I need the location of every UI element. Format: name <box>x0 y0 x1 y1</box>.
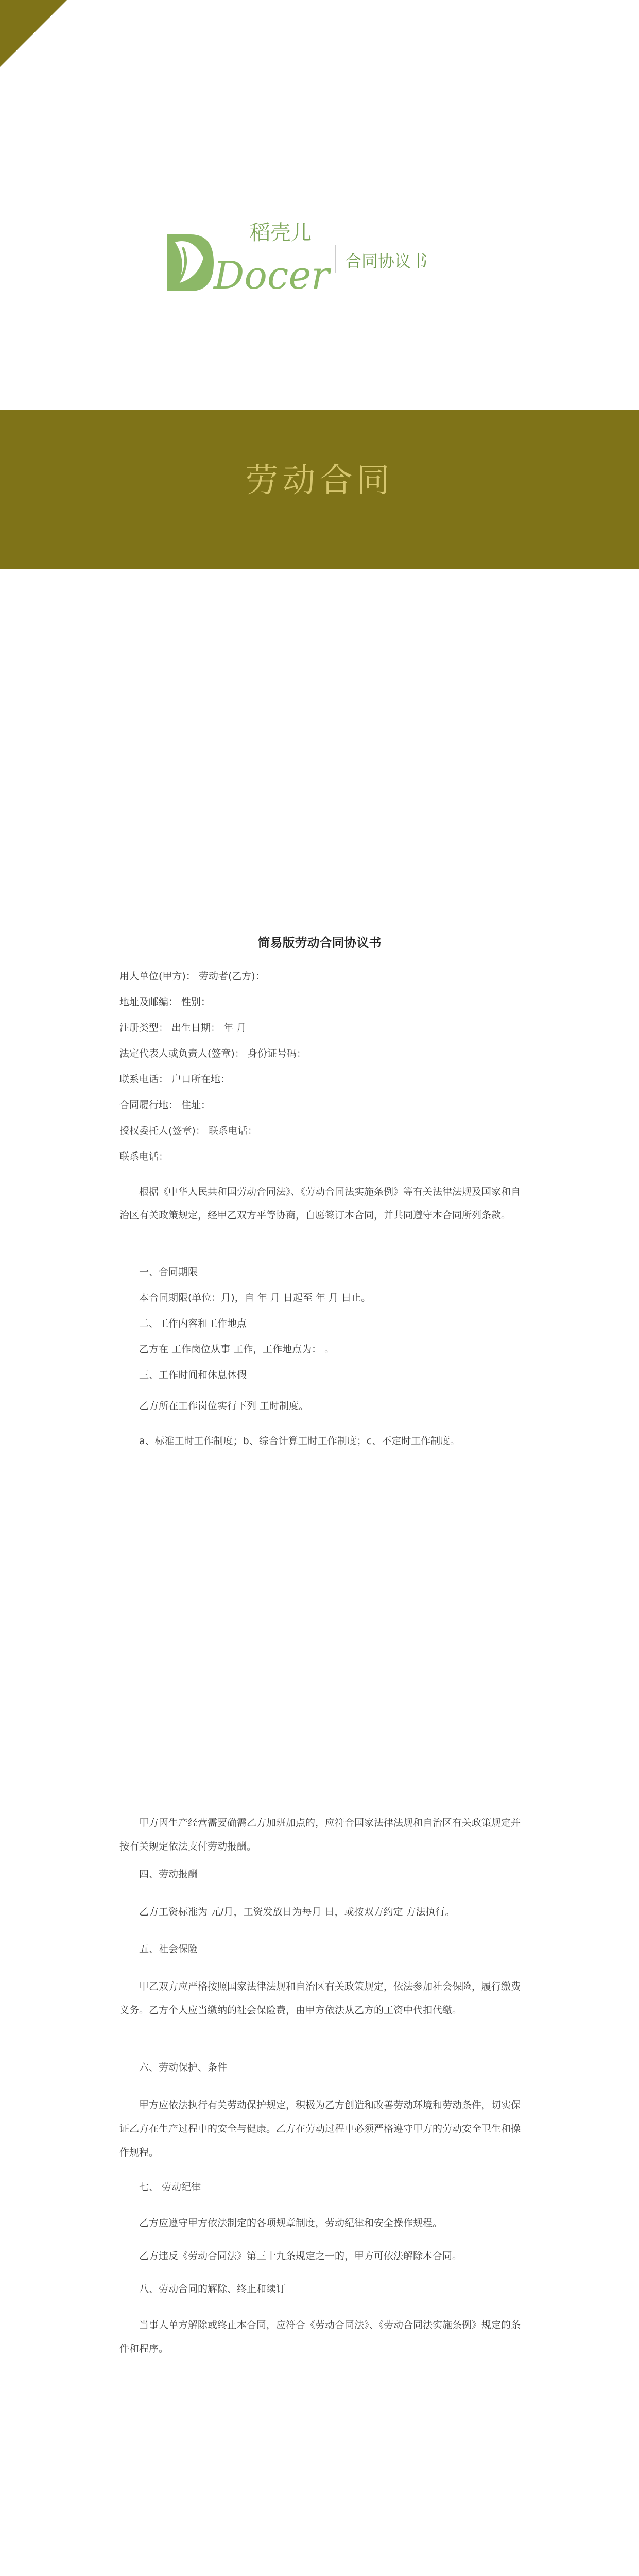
social-insurance-text: 甲乙双方应严格按照国家法律法规和自治区有关政策规定，依法参加社会保险，履行缴费义务。乙方个人应当缴纳的社会保险费，由甲方依法从乙方的工资中代扣代缴。 <box>119 1981 521 2016</box>
termination-text: 当事人单方解除或终止本合同，应符合《劳动合同法》、《劳动合同法实施条例》规定的条件和程序。 <box>119 2319 521 2354</box>
phone-line-2: 联系电话： <box>119 1151 169 1162</box>
party-a-line: 用人单位(甲方)： 劳动者(乙方)： <box>119 971 265 982</box>
preamble-paragraph: 根据《中华人民共和国劳动合同法》、《劳动合同法实施条例》等有关法律法规及国家和自治区有关政策规定，经甲乙双方平等协商，自愿签订本合同，并共同遵守本合同所列条款。 <box>119 1186 521 1221</box>
section-heading: 六、劳动保护、条件 <box>139 2062 228 2073</box>
discipline-text: 乙方应遵守甲方依法制定的各项规章制度，劳动纪律和安全操作规程。 <box>139 2217 443 2229</box>
title-banner <box>0 410 639 569</box>
section-heading: 一、合同期限 <box>139 1266 198 1278</box>
registration-line: 注册类型： 出生日期： 年 月 <box>119 1022 247 1033</box>
section-heading: 三、工作时间和休息休假 <box>139 1369 247 1381</box>
work-place-line: 合同履行地： 住址： <box>119 1099 211 1111</box>
section-heading: 四、劳动报酬 <box>139 1869 198 1880</box>
working-hours-text: 乙方所在工作岗位实行下列 工时制度。 <box>139 1400 309 1412</box>
section-heading: 二、工作内容和工作地点 <box>139 1318 247 1329</box>
banner-title: 劳动合同 <box>245 462 394 500</box>
address-line: 地址及邮编： 性别： <box>119 996 211 1008</box>
job-content-text: 乙方在 工作岗位从事 工作，工作地点为： 。 <box>139 1344 335 1355</box>
contract-term-text: 本合同期限(单位：月)，自 年 月 日起至 年 月 日止。 <box>139 1292 371 1303</box>
corner-accent <box>0 0 67 67</box>
section-heading: 五、社会保险 <box>139 1943 198 1955</box>
legal-rep-line: 法定代表人或负责人(签章)： 身份证号码： <box>119 1048 306 1059</box>
working-hours-options: a、标准工时工作制度；b、综合计算工时工作制度；c、不定时工作制度。 <box>139 1435 460 1447</box>
section-heading: 七、 劳动纪律 <box>139 2181 201 2193</box>
logo-word: Docer <box>214 253 330 298</box>
agent-line: 授权委托人(签章)： 联系电话： <box>119 1125 257 1137</box>
phone-line: 联系电话： 户口所在地： <box>119 1074 231 1085</box>
labor-protection-text: 甲方应依法执行有关劳动保护规定，积极为乙方创造和改善劳动环境和劳动条件，切实保证乙方在生产过程中的安全与健康。乙方在劳动过程中必须严格遵守甲方的劳动安全卫生和操作规程。 <box>119 2099 521 2158</box>
section-heading: 八、劳动合同的解除、终止和续订 <box>139 2283 286 2295</box>
logo-divider <box>335 245 336 273</box>
discipline-violation-text: 乙方违反《劳动合同法》第三十九条规定之一的，甲方可依法解除本合同。 <box>139 2250 462 2262</box>
document-title: 简易版劳动合同协议书 <box>257 936 382 950</box>
brand-logo <box>162 216 471 299</box>
wage-text: 乙方工资标准为 元/月，工资发放日为每月 日，或按双方约定 方法执行。 <box>139 1906 455 1918</box>
logo-tagline: 合同协议书 <box>345 251 428 271</box>
overtime-paragraph: 甲方因生产经营需要确需乙方加班加点的，应符合国家法律法规和自治区有关政策规定并按有关规定依法支付劳动报酬。 <box>119 1817 521 1852</box>
logo-chinese-name: 稻壳儿 <box>250 221 312 245</box>
